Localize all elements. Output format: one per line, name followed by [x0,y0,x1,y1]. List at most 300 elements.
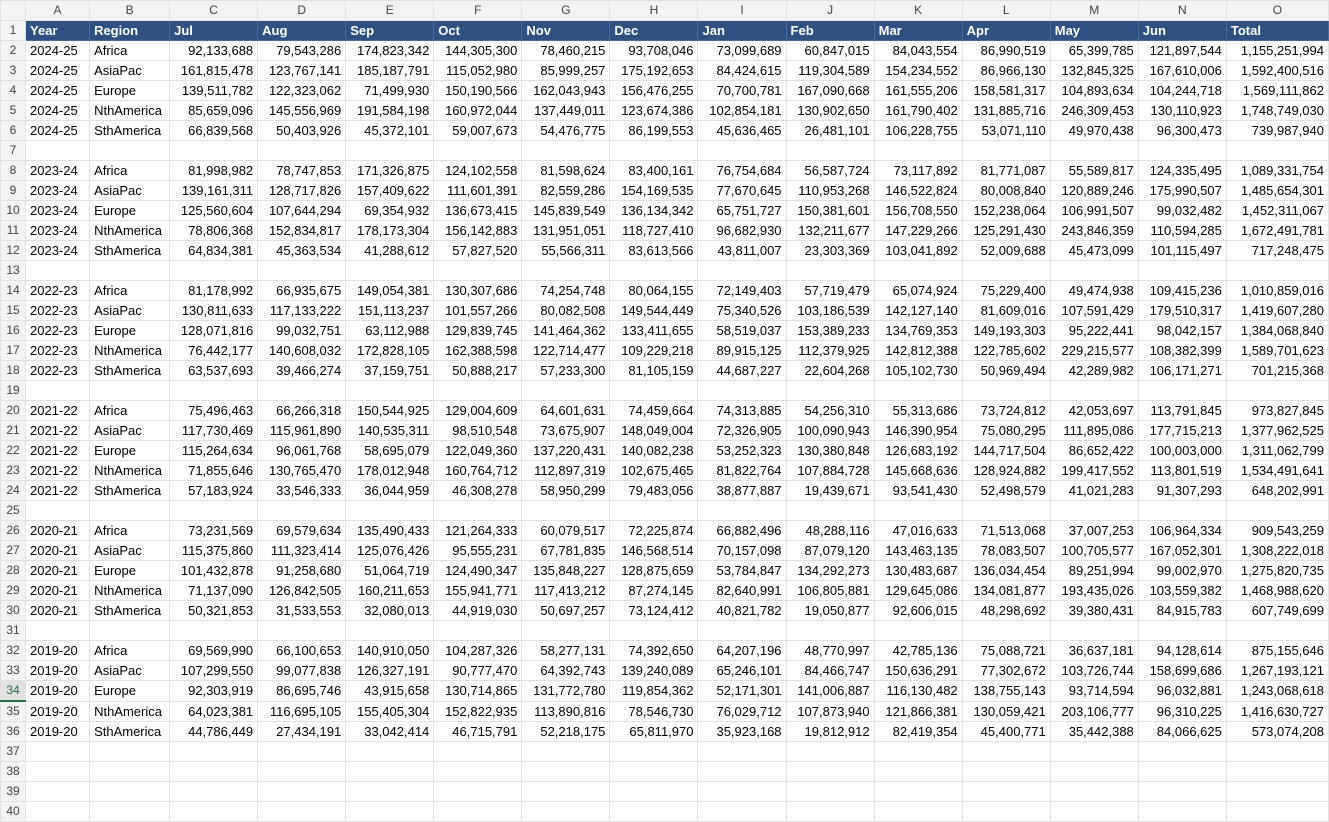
cell-a31[interactable] [26,621,90,641]
cell-g38[interactable] [522,762,610,782]
cell-l5[interactable]: 131,885,716 [962,101,1050,121]
cell-b3[interactable]: AsiaPac [90,61,170,81]
cell-g27[interactable]: 67,781,835 [522,541,610,561]
cell-m2[interactable]: 65,399,785 [1050,41,1138,61]
cell-b37[interactable] [90,742,170,762]
cell-k40[interactable] [874,802,962,822]
cell-a16[interactable]: 2022-23 [26,321,90,341]
cell-c6[interactable]: 66,839,568 [170,121,258,141]
cell-g10[interactable]: 145,839,549 [522,201,610,221]
row-header-20[interactable]: 20 [1,401,26,421]
cell-e26[interactable]: 135,490,433 [346,521,434,541]
cell-n38[interactable] [1138,762,1226,782]
cell-k36[interactable]: 82,419,354 [874,722,962,742]
cell-l3[interactable]: 86,966,130 [962,61,1050,81]
row-header-27[interactable]: 27 [1,541,26,561]
cell-n18[interactable]: 106,171,271 [1138,361,1226,381]
cell-e11[interactable]: 178,173,304 [346,221,434,241]
column-header-g[interactable]: G [522,1,610,21]
cell-n40[interactable] [1138,802,1226,822]
column-header-d[interactable]: D [258,1,346,21]
cell-a34[interactable]: 2019-20 [26,681,90,702]
cell-a17[interactable]: 2022-23 [26,341,90,361]
cell-c2[interactable]: 92,133,688 [170,41,258,61]
cell-j31[interactable] [786,621,874,641]
cell-b20[interactable]: Africa [90,401,170,421]
cell-k25[interactable] [874,501,962,521]
cell-j3[interactable]: 119,304,589 [786,61,874,81]
cell-a39[interactable] [26,782,90,802]
cell-e15[interactable]: 151,113,237 [346,301,434,321]
cell-h35[interactable]: 78,546,730 [610,701,698,722]
cell-k22[interactable]: 126,683,192 [874,441,962,461]
cell-n29[interactable]: 103,559,382 [1138,581,1226,601]
cell-g31[interactable] [522,621,610,641]
cell-f14[interactable]: 130,307,686 [434,281,522,301]
cell-f20[interactable]: 129,004,609 [434,401,522,421]
cell-o2[interactable]: 1,155,251,994 [1226,41,1328,61]
cell-h40[interactable] [610,802,698,822]
cell-e35[interactable]: 155,405,304 [346,701,434,722]
cell-i16[interactable]: 58,519,037 [698,321,786,341]
cell-h16[interactable]: 133,411,655 [610,321,698,341]
cell-o4[interactable]: 1,569,111,862 [1226,81,1328,101]
cell-h9[interactable]: 154,169,535 [610,181,698,201]
cell-h4[interactable]: 156,476,255 [610,81,698,101]
cell-e34[interactable]: 43,915,658 [346,681,434,702]
cell-b19[interactable] [90,381,170,401]
cell-d28[interactable]: 91,258,680 [258,561,346,581]
cell-h33[interactable]: 139,240,089 [610,661,698,681]
cell-h23[interactable]: 102,675,465 [610,461,698,481]
cell-j33[interactable]: 84,466,747 [786,661,874,681]
cell-c15[interactable]: 130,811,633 [170,301,258,321]
cell-e25[interactable] [346,501,434,521]
cell-o5[interactable]: 1,748,749,030 [1226,101,1328,121]
cell-o10[interactable]: 1,452,311,067 [1226,201,1328,221]
cell-g7[interactable] [522,141,610,161]
cell-e38[interactable] [346,762,434,782]
cell-n15[interactable]: 179,510,317 [1138,301,1226,321]
cell-m14[interactable]: 49,474,938 [1050,281,1138,301]
row-header-15[interactable]: 15 [1,301,26,321]
cell-d33[interactable]: 99,077,838 [258,661,346,681]
cell-c23[interactable]: 71,855,646 [170,461,258,481]
column-header-c[interactable]: C [170,1,258,21]
cell-e9[interactable]: 157,409,622 [346,181,434,201]
cell-i12[interactable]: 43,811,007 [698,241,786,261]
cell-f6[interactable]: 59,007,673 [434,121,522,141]
cell-g16[interactable]: 141,464,362 [522,321,610,341]
cell-m15[interactable]: 107,591,429 [1050,301,1138,321]
cell-g13[interactable] [522,261,610,281]
cell-h39[interactable] [610,782,698,802]
cell-c29[interactable]: 71,137,090 [170,581,258,601]
cell-o33[interactable]: 1,267,193,121 [1226,661,1328,681]
cell-e28[interactable]: 51,064,719 [346,561,434,581]
cell-o3[interactable]: 1,592,400,516 [1226,61,1328,81]
cell-e4[interactable]: 71,499,930 [346,81,434,101]
cell-h11[interactable]: 118,727,410 [610,221,698,241]
cell-n13[interactable] [1138,261,1226,281]
cell-n19[interactable] [1138,381,1226,401]
cell-a38[interactable] [26,762,90,782]
cell-i20[interactable]: 74,313,885 [698,401,786,421]
cell-k4[interactable]: 161,555,206 [874,81,962,101]
cell-h5[interactable]: 123,674,386 [610,101,698,121]
cell-n33[interactable]: 158,699,686 [1138,661,1226,681]
cell-e23[interactable]: 178,012,948 [346,461,434,481]
cell-o7[interactable] [1226,141,1328,161]
cell-n14[interactable]: 109,415,236 [1138,281,1226,301]
cell-c34[interactable]: 92,303,919 [170,681,258,702]
cell-c39[interactable] [170,782,258,802]
cell-a37[interactable] [26,742,90,762]
cell-k32[interactable]: 42,785,136 [874,641,962,661]
cell-i3[interactable]: 84,424,615 [698,61,786,81]
cell-a27[interactable]: 2020-21 [26,541,90,561]
cell-a36[interactable]: 2019-20 [26,722,90,742]
cell-l10[interactable]: 152,238,064 [962,201,1050,221]
cell-o1[interactable]: Total [1226,21,1328,41]
cell-o19[interactable] [1226,381,1328,401]
column-header-l[interactable]: L [962,1,1050,21]
cell-m18[interactable]: 42,289,982 [1050,361,1138,381]
cell-i21[interactable]: 72,326,905 [698,421,786,441]
cell-k2[interactable]: 84,043,554 [874,41,962,61]
cell-c9[interactable]: 139,161,311 [170,181,258,201]
cell-o37[interactable] [1226,742,1328,762]
cell-d16[interactable]: 99,032,751 [258,321,346,341]
cell-k31[interactable] [874,621,962,641]
cell-l23[interactable]: 128,924,882 [962,461,1050,481]
cell-a40[interactable] [26,802,90,822]
row-header-25[interactable]: 25 [1,501,26,521]
cell-i13[interactable] [698,261,786,281]
cell-f12[interactable]: 57,827,520 [434,241,522,261]
cell-b10[interactable]: Europe [90,201,170,221]
column-header-b[interactable]: B [90,1,170,21]
cell-i31[interactable] [698,621,786,641]
cell-m22[interactable]: 86,652,422 [1050,441,1138,461]
cell-o23[interactable]: 1,534,491,641 [1226,461,1328,481]
cell-j19[interactable] [786,381,874,401]
cell-d6[interactable]: 50,403,926 [258,121,346,141]
cell-h3[interactable]: 175,192,653 [610,61,698,81]
cell-l18[interactable]: 50,969,494 [962,361,1050,381]
cell-o26[interactable]: 909,543,259 [1226,521,1328,541]
cell-i27[interactable]: 70,157,098 [698,541,786,561]
cell-j29[interactable]: 106,805,881 [786,581,874,601]
cell-h20[interactable]: 74,459,664 [610,401,698,421]
cell-d2[interactable]: 79,543,286 [258,41,346,61]
column-header-f[interactable]: F [434,1,522,21]
cell-a9[interactable]: 2023-24 [26,181,90,201]
cell-h34[interactable]: 119,854,362 [610,681,698,702]
cell-j40[interactable] [786,802,874,822]
row-header-31[interactable]: 31 [1,621,26,641]
cell-o16[interactable]: 1,384,068,840 [1226,321,1328,341]
cell-e6[interactable]: 45,372,101 [346,121,434,141]
cell-n8[interactable]: 124,335,495 [1138,161,1226,181]
cell-d17[interactable]: 140,608,032 [258,341,346,361]
cell-d22[interactable]: 96,061,768 [258,441,346,461]
cell-n31[interactable] [1138,621,1226,641]
cell-c10[interactable]: 125,560,604 [170,201,258,221]
cell-g36[interactable]: 52,218,175 [522,722,610,742]
cell-b36[interactable]: SthAmerica [90,722,170,742]
cell-m26[interactable]: 37,007,253 [1050,521,1138,541]
cell-g37[interactable] [522,742,610,762]
cell-h27[interactable]: 146,568,514 [610,541,698,561]
cell-f13[interactable] [434,261,522,281]
cell-i35[interactable]: 76,029,712 [698,701,786,722]
cell-e12[interactable]: 41,288,612 [346,241,434,261]
cell-n28[interactable]: 99,002,970 [1138,561,1226,581]
cell-b24[interactable]: SthAmerica [90,481,170,501]
cell-i17[interactable]: 89,915,125 [698,341,786,361]
cell-o30[interactable]: 607,749,699 [1226,601,1328,621]
cell-j36[interactable]: 19,812,912 [786,722,874,742]
column-header-n[interactable]: N [1138,1,1226,21]
cell-i40[interactable] [698,802,786,822]
cell-j10[interactable]: 150,381,601 [786,201,874,221]
cell-a29[interactable]: 2020-21 [26,581,90,601]
cell-f7[interactable] [434,141,522,161]
cell-o31[interactable] [1226,621,1328,641]
cell-c20[interactable]: 75,496,463 [170,401,258,421]
cell-d12[interactable]: 45,363,534 [258,241,346,261]
cell-g24[interactable]: 58,950,299 [522,481,610,501]
cell-d40[interactable] [258,802,346,822]
cell-l21[interactable]: 75,080,295 [962,421,1050,441]
cell-a3[interactable]: 2024-25 [26,61,90,81]
cell-i36[interactable]: 35,923,168 [698,722,786,742]
row-header-26[interactable]: 26 [1,521,26,541]
cell-g25[interactable] [522,501,610,521]
cell-d4[interactable]: 122,323,062 [258,81,346,101]
cell-b11[interactable]: NthAmerica [90,221,170,241]
cell-c31[interactable] [170,621,258,641]
cell-l15[interactable]: 81,609,016 [962,301,1050,321]
cell-g22[interactable]: 137,220,431 [522,441,610,461]
cell-k26[interactable]: 47,016,633 [874,521,962,541]
cell-c22[interactable]: 115,264,634 [170,441,258,461]
cell-f39[interactable] [434,782,522,802]
row-header-11[interactable]: 11 [1,221,26,241]
cell-l16[interactable]: 149,193,303 [962,321,1050,341]
cell-o39[interactable] [1226,782,1328,802]
cell-k34[interactable]: 116,130,482 [874,681,962,702]
row-header-37[interactable]: 37 [1,742,26,762]
cell-e31[interactable] [346,621,434,641]
cell-e2[interactable]: 174,823,342 [346,41,434,61]
cell-l17[interactable]: 122,785,602 [962,341,1050,361]
cell-f34[interactable]: 130,714,865 [434,681,522,702]
cell-c33[interactable]: 107,299,550 [170,661,258,681]
cell-f35[interactable]: 152,822,935 [434,701,522,722]
cell-f15[interactable]: 101,557,266 [434,301,522,321]
cell-e27[interactable]: 125,076,426 [346,541,434,561]
cell-d36[interactable]: 27,434,191 [258,722,346,742]
cell-a11[interactable]: 2023-24 [26,221,90,241]
cell-g40[interactable] [522,802,610,822]
cell-d21[interactable]: 115,961,890 [258,421,346,441]
cell-c37[interactable] [170,742,258,762]
cell-a22[interactable]: 2021-22 [26,441,90,461]
cell-c25[interactable] [170,501,258,521]
select-all-corner[interactable] [1,1,26,21]
cell-a33[interactable]: 2019-20 [26,661,90,681]
cell-g9[interactable]: 82,559,286 [522,181,610,201]
cell-e10[interactable]: 69,354,932 [346,201,434,221]
cell-l26[interactable]: 71,513,068 [962,521,1050,541]
cell-m25[interactable] [1050,501,1138,521]
cell-m16[interactable]: 95,222,441 [1050,321,1138,341]
cell-m10[interactable]: 106,991,507 [1050,201,1138,221]
cell-g19[interactable] [522,381,610,401]
row-header-36[interactable]: 36 [1,722,26,742]
cell-b39[interactable] [90,782,170,802]
cell-b13[interactable] [90,261,170,281]
row-header-22[interactable]: 22 [1,441,26,461]
cell-d32[interactable]: 66,100,653 [258,641,346,661]
cell-o13[interactable] [1226,261,1328,281]
cell-o14[interactable]: 1,010,859,016 [1226,281,1328,301]
cell-n36[interactable]: 84,066,625 [1138,722,1226,742]
cell-a35[interactable]: 2019-20 [26,701,90,722]
cell-i26[interactable]: 66,882,496 [698,521,786,541]
cell-g12[interactable]: 55,566,311 [522,241,610,261]
cell-i39[interactable] [698,782,786,802]
cell-h22[interactable]: 140,082,238 [610,441,698,461]
cell-f27[interactable]: 95,555,231 [434,541,522,561]
cell-o27[interactable]: 1,308,222,018 [1226,541,1328,561]
cell-f31[interactable] [434,621,522,641]
cell-d20[interactable]: 66,266,318 [258,401,346,421]
cell-o25[interactable] [1226,501,1328,521]
cell-f19[interactable] [434,381,522,401]
cell-k20[interactable]: 55,313,686 [874,401,962,421]
cell-m34[interactable]: 93,714,594 [1050,681,1138,702]
cell-i8[interactable]: 76,754,684 [698,161,786,181]
row-header-32[interactable]: 32 [1,641,26,661]
cell-k27[interactable]: 143,463,135 [874,541,962,561]
cell-c21[interactable]: 117,730,469 [170,421,258,441]
cell-l20[interactable]: 73,724,812 [962,401,1050,421]
cell-f30[interactable]: 44,919,030 [434,601,522,621]
cell-h17[interactable]: 109,229,218 [610,341,698,361]
cell-d3[interactable]: 123,767,141 [258,61,346,81]
cell-o15[interactable]: 1,419,607,280 [1226,301,1328,321]
cell-b14[interactable]: Africa [90,281,170,301]
cell-m36[interactable]: 35,442,388 [1050,722,1138,742]
cell-o21[interactable]: 1,377,962,525 [1226,421,1328,441]
row-header-29[interactable]: 29 [1,581,26,601]
cell-b27[interactable]: AsiaPac [90,541,170,561]
cell-a4[interactable]: 2024-25 [26,81,90,101]
cell-e21[interactable]: 140,535,311 [346,421,434,441]
cell-j16[interactable]: 153,389,233 [786,321,874,341]
cell-a24[interactable]: 2021-22 [26,481,90,501]
cell-o6[interactable]: 739,987,940 [1226,121,1328,141]
cell-g28[interactable]: 135,848,227 [522,561,610,581]
row-header-8[interactable]: 8 [1,161,26,181]
cell-f9[interactable]: 111,601,391 [434,181,522,201]
cell-i25[interactable] [698,501,786,521]
row-header-19[interactable]: 19 [1,381,26,401]
cell-o8[interactable]: 1,089,331,754 [1226,161,1328,181]
cell-j15[interactable]: 103,186,539 [786,301,874,321]
cell-b16[interactable]: Europe [90,321,170,341]
cell-f1[interactable]: Oct [434,21,522,41]
cell-h38[interactable] [610,762,698,782]
cell-i30[interactable]: 40,821,782 [698,601,786,621]
cell-l30[interactable]: 48,298,692 [962,601,1050,621]
cell-j22[interactable]: 130,380,848 [786,441,874,461]
cell-c8[interactable]: 81,998,982 [170,161,258,181]
cell-i33[interactable]: 65,246,101 [698,661,786,681]
cell-m11[interactable]: 243,846,359 [1050,221,1138,241]
cell-n23[interactable]: 113,801,519 [1138,461,1226,481]
cell-n12[interactable]: 101,115,497 [1138,241,1226,261]
cell-n27[interactable]: 167,052,301 [1138,541,1226,561]
cell-k1[interactable]: Mar [874,21,962,41]
cell-g20[interactable]: 64,601,631 [522,401,610,421]
cell-c18[interactable]: 63,537,693 [170,361,258,381]
cell-k12[interactable]: 103,041,892 [874,241,962,261]
cell-j1[interactable]: Feb [786,21,874,41]
cell-o17[interactable]: 1,589,701,623 [1226,341,1328,361]
cell-j35[interactable]: 107,873,940 [786,701,874,722]
cell-o29[interactable]: 1,468,988,620 [1226,581,1328,601]
row-header-40[interactable]: 40 [1,802,26,822]
cell-h7[interactable] [610,141,698,161]
cell-b26[interactable]: Africa [90,521,170,541]
cell-g11[interactable]: 131,951,051 [522,221,610,241]
cell-c32[interactable]: 69,569,990 [170,641,258,661]
row-header-7[interactable]: 7 [1,141,26,161]
cell-j39[interactable] [786,782,874,802]
cell-o34[interactable]: 1,243,068,618 [1226,681,1328,702]
cell-a32[interactable]: 2019-20 [26,641,90,661]
cell-j6[interactable]: 26,481,101 [786,121,874,141]
cell-a13[interactable] [26,261,90,281]
cell-l7[interactable] [962,141,1050,161]
cell-a30[interactable]: 2020-21 [26,601,90,621]
cell-m5[interactable]: 246,309,453 [1050,101,1138,121]
cell-l29[interactable]: 134,081,877 [962,581,1050,601]
cell-h13[interactable] [610,261,698,281]
cell-d18[interactable]: 39,466,274 [258,361,346,381]
row-header-14[interactable]: 14 [1,281,26,301]
cell-j28[interactable]: 134,292,273 [786,561,874,581]
cell-i11[interactable]: 96,682,930 [698,221,786,241]
cell-f28[interactable]: 124,490,347 [434,561,522,581]
cell-m30[interactable]: 39,380,431 [1050,601,1138,621]
cell-n9[interactable]: 175,990,507 [1138,181,1226,201]
cell-f37[interactable] [434,742,522,762]
cell-e37[interactable] [346,742,434,762]
row-header-5[interactable]: 5 [1,101,26,121]
cell-b31[interactable] [90,621,170,641]
cell-l4[interactable]: 158,581,317 [962,81,1050,101]
cell-n32[interactable]: 94,128,614 [1138,641,1226,661]
cell-b6[interactable]: SthAmerica [90,121,170,141]
cell-o38[interactable] [1226,762,1328,782]
cell-c24[interactable]: 57,183,924 [170,481,258,501]
cell-i32[interactable]: 64,207,196 [698,641,786,661]
